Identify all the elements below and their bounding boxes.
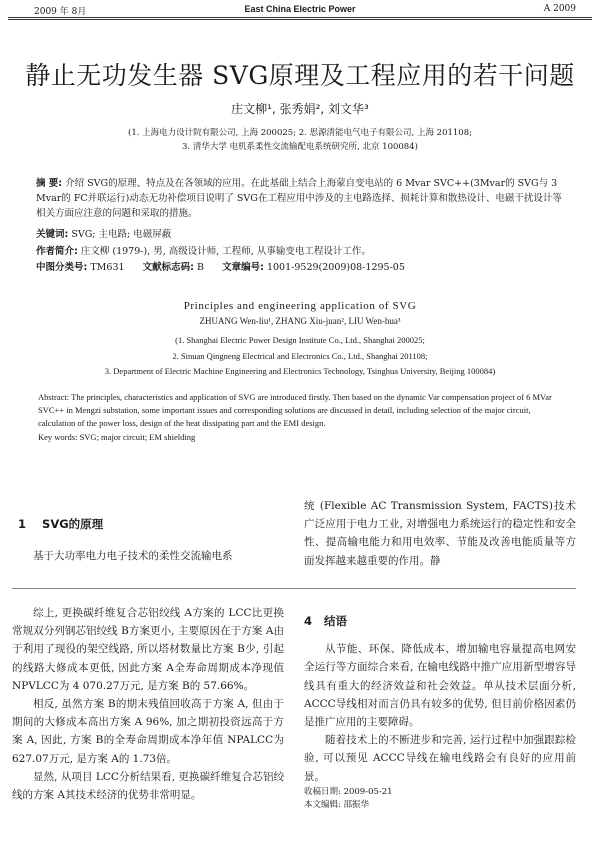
editor: 本文编辑: 邵振华 <box>304 799 370 810</box>
english-title: Principles and engineering application of SVG <box>183 300 417 312</box>
doc-code-label: 文献标志码: <box>142 262 194 273</box>
english-keywords-label: Key words: <box>38 431 78 442</box>
authors: 庄文柳¹, 张秀娟², 刘文华³ <box>231 102 369 116</box>
section4-heading <box>304 612 576 630</box>
header-journal: East China Electric Power <box>244 4 356 14</box>
abstract-cn-text: 介绍 SVG的原理、特点及在各领域的应用。在此基础上结合上海蒙自变电站的 6 Mvar SVC++(3Mvar的 SVG与 3 Mvar的 FC并联运行)动态无功补偿项目说明了 SVG在工程应用中涉及的主电路选择、损耗计算和散热设计、电磁干扰设计等相关方面应注意的问题和采取的措施。 <box>36 178 562 219</box>
keywords-cn-label: 关键词: <box>36 229 69 240</box>
article-no-label: 文章编号: <box>222 262 264 273</box>
lower-left-column <box>12 604 284 804</box>
keywords-cn <box>36 227 566 242</box>
abstract-cn <box>36 176 566 221</box>
section1-heading <box>18 515 284 533</box>
english-affiliation-1: (1. Shanghai Electric Power Design Institute Co., Ltd., Shanghai 200025; <box>175 335 425 345</box>
header-issue: A 2009 <box>543 4 576 14</box>
paper-title: 静止无功发生器 SVG原理及工程应用的若干问题 <box>25 61 575 90</box>
english-abstract <box>38 391 568 444</box>
english-keywords-text: SVG; major circuit; EM shielding <box>79 431 196 442</box>
article-no-value: 1001-9529(2009)08-1295-05 <box>266 262 405 273</box>
doc-code-value: B <box>197 262 204 273</box>
english-abstract-label: Abstract: <box>38 392 70 402</box>
abstract-cn-label: 摘 要: <box>36 178 63 189</box>
section1-title: SVG的原理 <box>42 517 104 531</box>
header-rule-2 <box>8 19 592 20</box>
section4-title: 结语 <box>324 614 348 628</box>
lcc-paragraph-3: 显然, 从项目 LCC分析结果看, 更换碳纤维复合芯铝绞线的方案 A其技术经济的优势非常明显。 <box>12 770 284 802</box>
lcc-paragraph-2: 相反, 虽然方案 B的期末残值回收高于方案 A, 但由于期间的大修成本高出方案 A 96%, 加之期初投资远高于方案 A, 因此, 方案 B的全寿命周期成本净年值 NPALCC为 627.07万元, 是方案 A的 1.73倍。 <box>12 698 284 765</box>
section1-continuation: 统 (Flexible AC Transmission System, FACTS)技术广泛应用于电力工业, 对增强电力系统运行的稳定性和安全性、提高输电能力和用电效率、节能及改善电能质量等方面发挥越来越重要的作用。静 <box>304 500 576 567</box>
conclusion-column <box>304 612 576 812</box>
section4-number: 4 <box>304 614 313 628</box>
received-date: 收稿日期: 2009-05-21 <box>304 786 393 797</box>
affiliation-line-2: 3. 清华大学 电机系柔性交流输配电系统研究所, 北京 100084) <box>182 142 418 152</box>
author-info-text: 庄文柳 (1979-), 男, 高级设计师, 工程师, 从事输变电工程设计工作。 <box>80 246 371 257</box>
classification <box>36 260 566 275</box>
english-abstract-text: The principles, characteristics and application of SVG are introduced firstly. Then based on the dynamic Var compensation project of 6 MVar SVC++ in Mengzi substation, some important issues and corresponding solutions are discussed in detail, including selection of the major circuit, calculation of the power loss, design of the heat dissipating part and the EMI design. <box>38 392 552 429</box>
conclusion-paragraph-2: 随着技术上的不断进步和完善, 运行过程中加强跟踪检验, 可以预见 ACCC导线在输电线路会有良好的应用前景。 <box>304 734 576 783</box>
page-divider <box>12 588 576 589</box>
lcc-paragraph-1: 综上, 更换碳纤维复合芯铝绞线 A方案的 LCC比更换常规双分列钢芯铝绞线 B方案更小, 主要原因在于方案 A由于利用了现役的架空线路, 所以塔材数量比方案 B少, 引起的线路大修成本更低, 因此方案 A全寿命周期成本净现值 NPVLCC为 4 070.27万元, 是方案 B的 57.66%。 <box>12 607 284 692</box>
affiliation-line-1: (1. 上海电力设计院有限公司, 上海 200025; 2. 思源清能电气电子有限公司, 上海 201108; <box>128 128 472 138</box>
english-affiliation-2: 2. Sinuan Qingneng Electrical and Electronics Co., Ltd., Shanghai 201108; <box>172 351 428 361</box>
clc-value: TM631 <box>90 262 125 273</box>
author-info-label: 作者简介: <box>36 246 78 257</box>
section1-right <box>304 497 576 570</box>
section1-paragraph: 基于大功率电力电子技术的柔性交流输电系 <box>33 550 233 563</box>
english-affiliation-3: 3. Department of Electric Machine Engineering and Electronics Technology, Tsinghua University, Beijing 100084) <box>104 366 496 376</box>
keywords-cn-text: SVG; 主电路; 电磁屏蔽 <box>71 229 172 240</box>
clc-label: 中图分类号: <box>36 262 88 273</box>
english-authors: ZHUANG Wen-liu¹, ZHANG Xiu-juan², LIU Wen-hua³ <box>199 316 401 326</box>
section1-number: 1 <box>18 517 27 531</box>
author-info <box>36 244 566 259</box>
header-date: 2009 年 8月 <box>34 7 87 17</box>
header-rule <box>8 17 592 18</box>
conclusion-paragraph-1: 从节能、环保、降低成本、增加输电容量提高电网安全运行等方面综合来看, 在输电线路中推广应用新型增容导线具有重大的经济效益和社会效益。单从技术层面分析, ACCC导线相对而言仍具有较多的优势, 但目前价格因素仍是推广应用的主要障碍。 <box>304 643 576 729</box>
section1-left <box>12 515 284 565</box>
